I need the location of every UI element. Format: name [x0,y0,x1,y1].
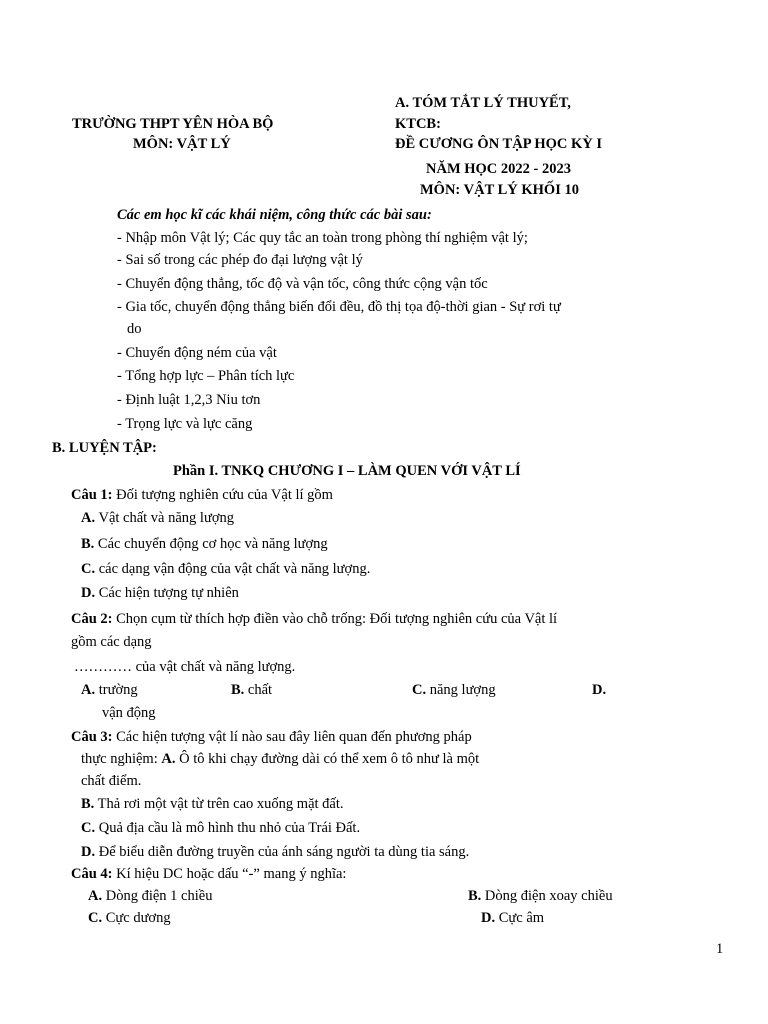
question-1 [71,487,333,504]
q2-option-d-key: D. [592,682,607,698]
q2-option-c: C. năng lượng [412,682,496,698]
topic-item: - Chuyển động thẳng, tốc độ và vận tốc, công thức cộng vận tốc [117,276,488,292]
section-b-title: B. LUYỆN TẬP: [52,440,157,456]
question-2 [71,611,557,628]
q4-option-c: C. Cực dương [88,910,171,926]
topic-item: - Sai số trong các phép đo đại lượng vật lý [117,252,363,268]
topic-item: - Gia tốc, chuyển động thẳng biến đổi đều, đồ thị tọa độ-thời gian - Sự rơi tự [117,299,561,315]
q4-option-d: D. Cực âm [481,910,545,926]
topic-item: - Chuyển động ném của vật [117,345,277,361]
section-a-sub: KTCB: [395,116,441,132]
question-4 [71,866,346,883]
subject-left: MÔN: VẬT LÝ [133,136,231,152]
q3-option-d: D. Để biểu diễn đường truyền của ánh sáng người ta dùng tia sáng. [81,844,470,860]
q2-option-d-text: vận động [102,705,156,721]
q2-option-a: A. trường [81,682,138,698]
question-3 [71,729,472,746]
question-text: Chọn cụm từ thích hợp điền vào chỗ trống: Đối tượng nghiên cứu của Vật lí [112,611,558,627]
question-3-line2: thực nghiệm: A. Ô tô khi chạy đường dài có thể xem ô tô như là một [81,751,480,767]
question-2-line3: ………… của vật chất và năng lượng. [74,659,296,675]
q1-option-d: D. Các hiện tượng tự nhiên [81,585,239,601]
question-label: Câu 4: [71,866,113,882]
question-3-line3: chất điểm. [81,773,142,789]
topic-item-continued: do [127,321,142,337]
intro-text: Các em học kĩ các khái niệm, công thức các bài sau: [117,207,432,223]
q3-option-b: B. Thả rơi một vật từ trên cao xuống mặt đất. [81,796,344,812]
part-title: Phần I. TNKQ CHƯƠNG I – LÀM QUEN VỚI VẬT LÍ [173,463,521,479]
q4-option-b: B. Dòng điện xoay chiều [468,888,613,904]
question-text: Các hiện tượng vật lí nào sau đây liên quan đến phương pháp [112,729,472,745]
school-name: TRƯỜNG THPT YÊN HÒA BỘ [72,116,274,132]
question-2-line2: gồm các dạng [71,634,152,650]
page-number: 1 [716,941,724,957]
q3-option-c: C. Quả địa cầu là mô hình thu nhỏ của Trái Đất. [81,820,361,836]
school-year: NĂM HỌC 2022 - 2023 [426,161,571,177]
topic-item: - Tổng hợp lực – Phân tích lực [117,368,295,384]
q2-option-b: B. chất [231,682,273,698]
question-label: Câu 2: [71,611,113,627]
subject-grade: MÔN: VẬT LÝ KHỐI 10 [420,182,579,198]
question-label: Câu 3: [71,729,113,745]
section-a-title: A. TÓM TẮT LÝ THUYẾT, [395,95,571,111]
topic-item: - Nhập môn Vật lý; Các quy tắc an toàn trong phòng thí nghiệm vật lý; [117,230,528,246]
topic-item: - Định luật 1,2,3 Niu tơn [117,392,261,408]
question-label: Câu 1: [71,487,113,503]
question-text: Đối tượng nghiên cứu của Vật lí gồm [112,487,333,503]
question-text: Kí hiệu DC hoặc dấu “-” mang ý nghĩa: [112,866,347,882]
topic-item: - Trọng lực và lực căng [117,416,253,432]
outline-title: ĐỀ CƯƠNG ÔN TẬP HỌC KỲ I [395,136,603,152]
q1-option-c: C. các dạng vận động của vật chất và năng lượng. [81,561,371,577]
q1-option-b: B. Các chuyển động cơ học và năng lượng [81,536,328,552]
q1-option-a: A. Vật chất và năng lượng [81,510,234,526]
q4-option-a: A. Dòng điện 1 chiều [88,888,213,904]
